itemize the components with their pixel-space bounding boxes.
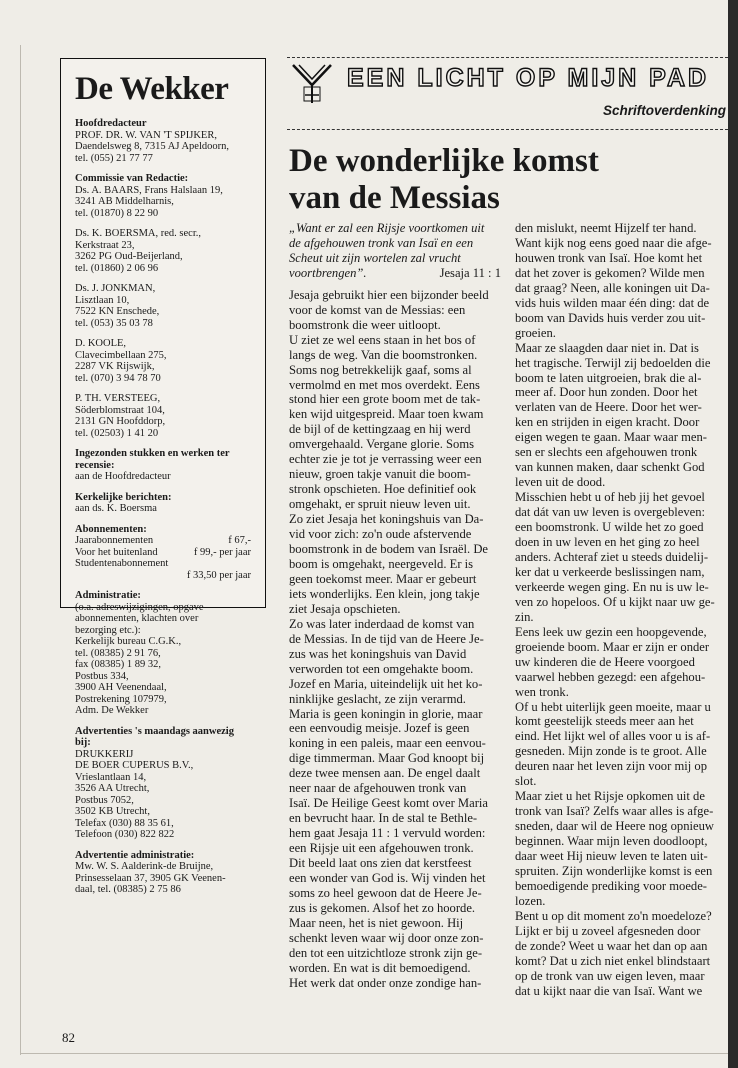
block-line: Adm. De Wekker [75,705,149,716]
text-line: Maar neen, het is niet gewoon. Hij [289,915,464,930]
block-title: Hoofdredacteur [75,118,147,129]
masthead-block [75,590,251,717]
text-line: zin. [515,609,534,624]
text-line: vids huis wilden maar één ding: dat de [515,295,710,310]
text-line: dat graag? Neen, alle koningen uit Da- [515,280,710,295]
text-line: sneden, daar wil de Heere nog opnieuw [515,819,714,834]
block-line: abonnementen, klachten over [75,613,199,624]
block-line: tel. (01870) 8 22 90 [75,207,159,219]
masthead-box [60,58,266,895]
text-line: U ziet ze wel eens staan in het bos of [289,332,476,347]
masthead-block [75,850,251,896]
text-line: een wonder van God is. Wij vinden het [289,870,486,885]
margin-rule-left [20,45,21,1055]
banner-title: EEN LICHT OP MIJN PAD [347,64,710,92]
text-line: Misschien hebt u of heb jij het gevoel [515,490,705,505]
text-line: het tragische. Terwijl zij bedoelden die [515,355,711,370]
block-line: Ds. K. BOERSMA, red. secr., [75,228,201,239]
subscription-row [75,570,251,582]
text-line: boomstronk die weer uitloopt. [289,317,441,332]
masthead-block [75,492,251,515]
binding-edge [728,0,738,1068]
text-line: houwen tronk van Isaï. Hoe komt het [515,250,703,265]
headline-line-2: van de Messias [289,180,500,216]
block-title: Ingezonden stukken en werken ter recensie: [75,448,230,471]
block-title: Kerkelijke berichten: [75,491,172,503]
text-line: slot. [515,774,537,789]
text-line: wen tronk. [515,684,569,699]
block-line: tel. (02503) 1 41 20 [75,427,159,439]
subscriptions-block [75,524,251,582]
text-line: een Rijsje uit een afgehouwen tronk. [289,841,474,856]
block-line: 3526 AA Utrecht, [75,783,150,794]
text-line: geen toekomst meer. Maar er gebeurt [289,571,477,586]
block-line: aan ds. K. Boersma [75,503,157,514]
text-line: bemoedigende prediking voor moede- [515,878,707,893]
text-line: hem gaat Jesaja 11 : 1 vervuld worden: [289,826,486,841]
text-line: Zo ziet Jesaja het koningshuis van Da- [289,512,484,527]
block-line: Telefax (030) 88 35 61, [75,817,174,829]
masthead-block [75,228,251,274]
bible-quote [289,221,501,281]
block-line: Ds. J. JONKMAN, [75,283,156,294]
masthead-block [75,338,251,384]
text-line: uw kinderen die de Heere voorgoed [515,654,695,669]
text-line: Maar ziet u het Rijsje opkomen uit de [515,789,705,804]
block-line: Kerkelijk bureau C.G.K., [75,636,182,647]
text-line: groeiende boom. Maar er zijn er onder [515,639,710,654]
text-line: Bent u op dit moment zo'n moedeloze? [515,908,712,923]
block-line: tel. (055) 21 77 77 [75,152,153,164]
text-line: dat u kijkt naar die van Isaï. Want we [515,983,703,998]
block-line: D. KOOLE, [75,338,127,349]
text-line: boom is omgehakt, neergeveld. Er is [289,556,474,571]
text-line: neer naar de afgehouwen tronk van [289,781,467,796]
section-banner [287,57,728,135]
block-line: Daendelsweg 8, 7315 AJ Apeldoorn, [75,141,229,152]
subscription-label: Voor het buitenland [75,546,158,558]
block-line: tel. (070) 3 94 78 70 [75,372,161,384]
subscription-price: f 67,- [228,535,251,546]
text-line: zus was het koningshuis van David [289,646,467,661]
block-line: 2131 GN Hoofddorp, [75,416,166,427]
margin-rule-bottom [20,1053,738,1054]
block-line: tel. (053) 35 03 78 [75,317,153,329]
text-line: ken wijd uitgespreid. Maar toen kwam [289,407,484,422]
text-line: vaarwel hebben gezegd: een afgehou- [515,669,706,684]
subscriptions-rows [75,535,251,581]
block-line: P. TH. VERSTEEG, [75,393,161,404]
block-title: Advertenties 's maandags aanwezig bij: [75,725,234,748]
block-line: DRUKKERIJ [75,748,134,760]
text-line: worden. En wat is dit bemoedigend. [289,960,471,975]
block-line: Lisztlaan 10, [75,294,130,306]
text-line: dat dát van uw leven is overgebleven: [515,505,706,520]
text-line: Dit beeld laat ons zien dat kerstfeest [289,856,472,871]
text-line: zus is gekomen. Alsof het zo hoorde. [289,900,476,915]
block-line: Telefoon (030) 822 822 [75,829,175,840]
text-line: dat het zover is gekomen? Wilde men [515,265,705,280]
text-line: Maria is geen koningin in glorie, maar [289,706,483,721]
block-line: Prinsesselaan 37, 3905 GK Veenen- [75,872,226,884]
subscription-price: f 99,- per jaar [193,546,251,558]
subscriptions-title: Abonnementen: [75,523,147,535]
text-line: verworden tot een omgehakte boom. [289,661,474,676]
text-line: ninklijke geslacht, ze zijn verarmd. [289,691,466,706]
subscription-label: Studentenabonnement [75,558,169,569]
text-line: ziet Jesaja opschieten. [289,601,401,616]
masthead-block [75,726,251,841]
text-line: den tot een uitzichtloze stronk zijn ge- [289,945,483,960]
text-line: op de tronk van uw eigen leven, maar [515,968,705,983]
text-line: boomstronk in de bodem van Israël. De [289,542,489,557]
block-line: Vrieslantlaan 14, [75,771,147,783]
text-line: iets wonderlijks. Een klein, jong takje [289,586,480,601]
block-line: 2287 VK Rijswijk, [75,361,155,372]
text-line: stronk opschieten. Hoe definitief ook [289,482,477,497]
block-line: 3241 AB Middelharnis, [75,196,174,207]
article-headline [289,143,709,217]
block-line: PROF. DR. W. VAN 'T SPIJKER, [75,129,217,141]
article-column-2 [515,221,728,999]
text-line: vermolmd en met mos overdekt. Eens [289,377,480,392]
subscription-row [75,547,251,559]
text-line: stond hier een grote boom met de tak- [289,392,481,407]
block-line: DE BOER CUPERUS B.V., [75,760,194,771]
page-top-background [0,0,738,50]
text-line: Het werk dat onder onze zondige han- [289,975,482,990]
text-line: de bijl of de kettingzaag en hij werd [289,422,471,437]
text-line: doen in uw leven en het ging zo heel [515,535,700,550]
text-line: sen er slechts een afgehouwen tronk [515,445,698,460]
text-line: deuren naar het leven zijn voor mij op [515,759,707,774]
block-line: tel. (08385) 2 91 76, [75,647,161,659]
text-line: Jesaja gebruikt hier een bijzonder beeld [289,287,489,302]
banner-top-rule [287,57,728,58]
text-line: Lijkt er bij u zoveel afgesneden door [515,923,701,938]
article-column-1 [289,221,501,991]
block-line: Ds. A. BAARS, Frans Halslaan 19, [75,184,223,196]
text-line: en bevrucht haar. In de stal te Bethle- [289,811,478,826]
text-line: verlaten van de Heere. Door het wer- [515,400,702,415]
text-line: echter zie je tot je verrassing weer een [289,452,482,467]
quote-last-line: voortbrengen”. [289,265,367,280]
text-line: een boomstronk. U wilde het zo goed [515,520,704,535]
block-title: Administratie: [75,590,141,601]
quote-line: „Want er zal een Rijsje voortkomen uit [289,221,485,235]
subscription-row [75,558,251,570]
text-line: de zonde? Weet u waar het dan op aan [515,938,708,953]
headline-line-1: De wonderlijke komst [289,143,599,179]
text-line: omgehakt, er spruit nieuw leven uit. [289,497,471,512]
text-line: tronk van Isaï? Zelfs waar alles is afge- [515,804,714,819]
text-line: schenkt leven waar wij door onze zon- [289,930,484,945]
text-line: nieuw, groen takje vanuit die boom- [289,467,471,482]
text-line: meer af. Door hun zonden. Door het [515,385,698,400]
block-line: bezorging etc.): [75,624,141,636]
block-title: Commissie van Redactie: [75,173,189,184]
text-line: leven uit de dood. [515,475,606,490]
block-line: daal, tel. (08385) 2 75 86 [75,884,181,895]
text-line: koning in een paleis, maar een eenvou- [289,736,486,751]
text-line: gesneden. Mijn zonde is te groot. Alle [515,744,707,759]
column-1-text [289,288,501,991]
masthead-block [75,173,251,219]
text-line: Zo was later inderdaad de komst van [289,616,475,631]
text-line: dige timmerman. Maar God knoopt bij [289,751,485,766]
text-line: ven zo hopeloos. Of u kijkt naar uw ge- [515,594,715,609]
text-line: verkeerde wegen ging. En nu is uw le- [515,579,709,594]
masthead-blocks [75,118,251,515]
text-line: van kunnen maken, daar schenkt God [515,460,705,475]
text-line: boom van Davids huis verder zou uit- [515,310,706,325]
block-line: 3900 AH Veenendaal, [75,682,167,693]
text-line: eind. Het lijkt wel of alles voor u is af- [515,729,711,744]
block-line: Postrekening 107979, [75,693,167,705]
text-line: den mislukt, neemt Hijzelf ter hand. [515,221,697,235]
text-line: boom te laten uitgroeien, brak die al- [515,370,702,385]
text-line: beginnen. Waar mijn leven doodloopt, [515,834,708,849]
text-line: langs de weg. Van die boomstronken. [289,347,478,362]
quote-line: Scheut uit zijn wortelen zal vrucht [289,250,461,265]
text-line: Soms nog betrekkelijk gaaf, soms al [289,362,472,377]
text-line: vid voor zich: zo'n oude afstervende [289,527,472,542]
text-line: voor de komst van de Messias: een [289,302,466,317]
subscription-row [75,535,251,547]
text-line: lozen. [515,893,546,908]
masthead-block [75,283,251,329]
text-line: Maar ze slaagden daar niet in. Dat is [515,340,699,355]
text-line: Of u hebt uiterlijk geen moeite, maar u [515,699,711,714]
quote-line: de afgehouwen tronk van Isaï en een [289,235,474,250]
block-line: Postbus 334, [75,670,129,682]
block-line: (o.a. adreswijzigingen, opgave [75,601,204,613]
page-number: 82 [62,1030,75,1045]
quote-lines [289,221,501,266]
block-line: Mw. W. S. Aalderink-de Bruijne, [75,861,214,872]
block-line: Clavecimbellaan 275, [75,349,167,361]
text-line: daar weet Hij nieuw leven te laten uit- [515,849,708,864]
lamp-logo-icon [291,61,333,103]
text-line: Want kijk nog eens goed naar die afge- [515,235,712,250]
text-line: een eenvoudig meisje. Jozef is geen [289,721,470,736]
text-line: komt? Dat u zich niet enkel blindstaart [515,953,711,968]
block-line: 7522 KN Enschede, [75,306,160,317]
masthead-title: De Wekker [75,71,229,107]
block-line: 3262 PG Oud-Beijerland, [75,251,183,262]
banner-bottom-rule [287,129,728,130]
block-line: tel. (01860) 2 06 96 [75,262,159,274]
text-line: groeien. [515,325,556,340]
masthead-block [75,118,251,164]
subscription-price: f 33,50 per jaar [186,569,251,581]
text-line: ken en strijden in eigen kracht. Door [515,415,700,430]
masthead-blocks-2 [75,590,251,896]
text-line: komt geestelijk steeds meer aan het [515,714,694,729]
text-line: spruiten. Zijn wonderlijke komst is een [515,863,713,878]
text-line: de Messias. In de tijd van de Heere Je- [289,631,484,646]
text-line: soms zo heel gewoon dat de Heere Je- [289,885,482,900]
block-line: Söderblomstraat 104, [75,404,165,416]
block-line: aan de Hoofdredacteur [75,471,171,482]
quote-reference: Jesaja 11 : 1 [439,265,501,280]
block-title: Advertentie administratie: [75,849,195,861]
block-line: Postbus 7052, [75,794,134,806]
block-line: Kerkstraat 23, [75,239,135,251]
banner-subtitle: Schriftoverdenking [602,103,726,118]
column-2-text [515,221,728,999]
block-line: fax (08385) 1 89 32, [75,659,162,670]
text-line: Jozef en Maria, uiteindelijk uit het ko- [289,676,483,691]
text-line: ker dat u verkeerde beslissingen nam, [515,564,705,579]
text-line: deze twee mensen aan. De engel daalt [289,766,481,781]
text-line: Eens leek uw gezin een hoopgevende, [515,624,707,639]
text-line: eigen wegen te gaan. Maar waar men- [515,430,707,445]
text-line: omvergehaald. Vergane glorie. Soms [289,437,475,452]
block-line: 3502 KB Utrecht, [75,806,150,817]
text-line: Isaï. De Heilige Geest komt over Maria [289,796,488,811]
masthead-block [75,448,251,483]
subscription-label: Jaarabonnementen [75,535,154,546]
text-line: anders. Achteraf ziet u steeds duidelij- [515,549,709,564]
masthead-block [75,393,251,439]
quote-last-row [289,266,501,281]
